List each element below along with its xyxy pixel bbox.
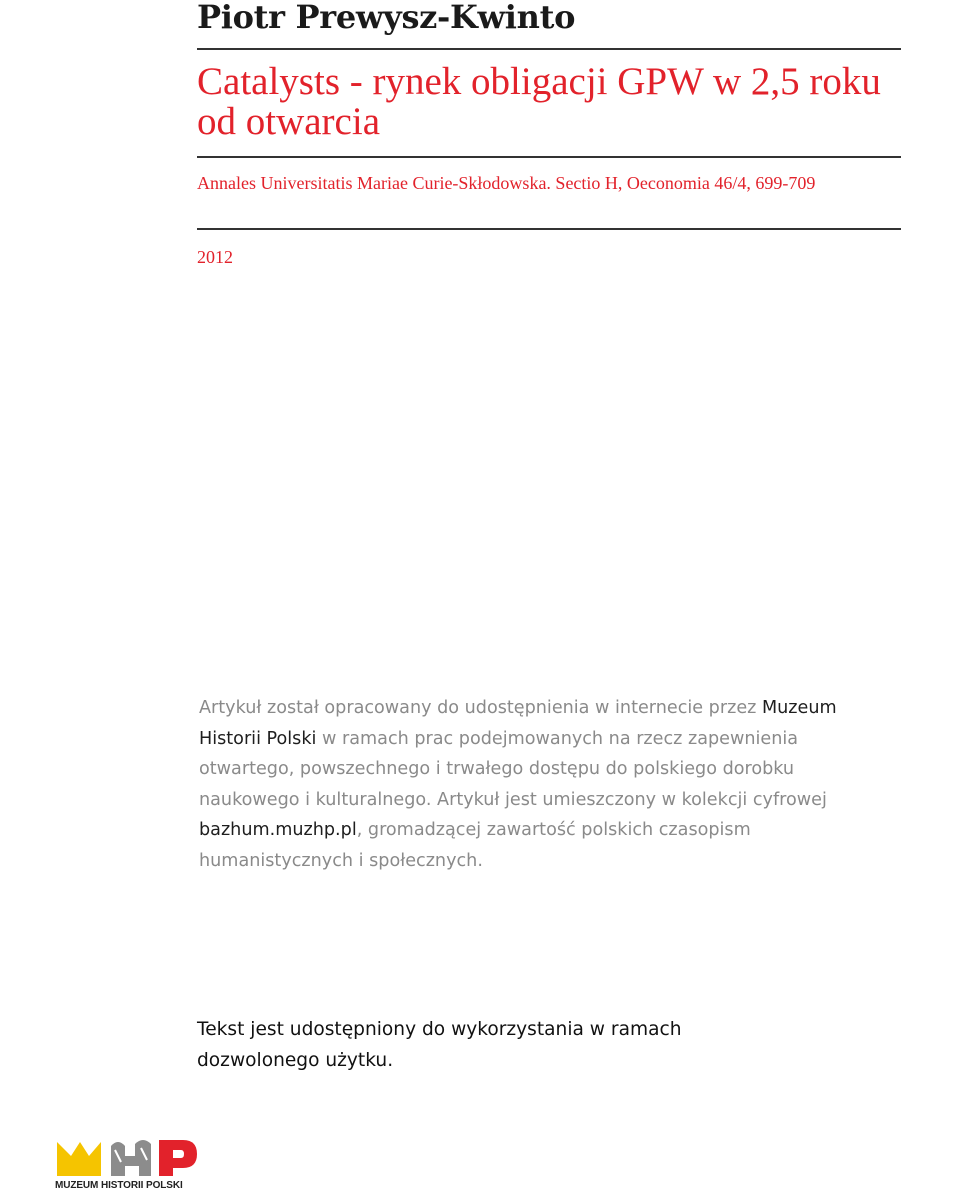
museum-logo-caption: MUZEUM HISTORII POLSKI: [55, 1180, 183, 1191]
usage-statement: Tekst jest udostępniony do wykorzystania w ramach dozwolonego użytku.: [197, 1019, 682, 1071]
museum-logo-graphic: [55, 1136, 201, 1180]
article-title: Catalysts - rynek obligacji GPW w 2,5 roku od otwarcia: [197, 60, 881, 143]
notice-text: , gromadzącej zawartość polskich czasopism humanistycznych i społecznych.: [199, 820, 751, 871]
divider: [197, 156, 901, 158]
museum-name: Muzeum Historii Polski: [199, 698, 837, 749]
publication-year: 2012: [197, 247, 233, 267]
collection-link[interactable]: bazhum.muzhp.pl: [199, 820, 357, 840]
divider: [197, 228, 901, 230]
notice-text: Artykuł został opracowany do udostępnienia w internecie przez: [199, 698, 762, 718]
museum-logo: [55, 1136, 201, 1194]
divider: [197, 48, 901, 50]
source-citation: Annales Universitatis Mariae Curie-Skłodowska. Sectio H, Oeconomia 46/4, 699-709: [197, 173, 816, 193]
notice-text: w ramach prac podejmowanych na rzecz zapewnienia otwartego, powszechnego i trwałego dostępu do polskiego dorobku naukowego i kulturalnego. Artykuł jest umieszczony w kolekcji cyfrowej: [199, 728, 827, 810]
author-name: Piotr Prewysz-Kwinto: [197, 0, 576, 36]
availability-notice: [199, 693, 879, 876]
